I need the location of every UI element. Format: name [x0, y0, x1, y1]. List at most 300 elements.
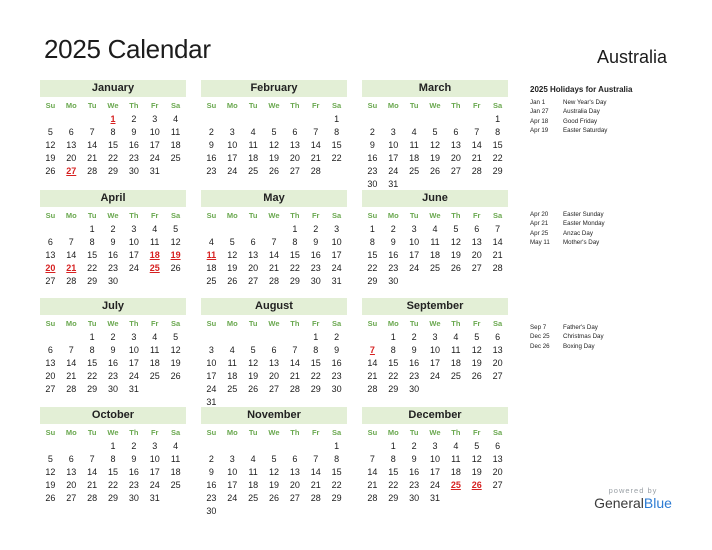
- day-cell: 19: [471, 358, 482, 368]
- day-cell: 16: [128, 140, 139, 150]
- weekday-label: Sa: [331, 101, 342, 110]
- day-cell: 1: [334, 441, 340, 451]
- day-cell: 30: [409, 493, 420, 503]
- day-cell: 19: [450, 250, 461, 260]
- month-november: [201, 407, 347, 518]
- holiday-day-cell: 25: [450, 480, 461, 490]
- day-cell: 12: [268, 467, 279, 477]
- weekday-label: We: [107, 428, 119, 437]
- weekday-label: Fr: [311, 428, 320, 437]
- day-cell: 1: [89, 332, 95, 342]
- day-cell: 24: [206, 384, 217, 394]
- day-cell: 3: [152, 114, 158, 124]
- day-cell: 14: [471, 140, 482, 150]
- day-cell: 5: [271, 454, 277, 464]
- empty-day-cell: [201, 331, 222, 344]
- day-cell: 12: [471, 345, 482, 355]
- day-cell: 18: [170, 467, 181, 477]
- day-grid: [362, 440, 508, 505]
- day-cell: 31: [128, 384, 139, 394]
- day-cell: 25: [170, 480, 181, 490]
- day-cell: 25: [409, 166, 420, 176]
- day-cell: 28: [367, 493, 378, 503]
- day-cell: 13: [492, 454, 503, 464]
- day-cell: 18: [170, 140, 181, 150]
- day-cell: 18: [227, 371, 238, 381]
- day-cell: 28: [268, 276, 279, 286]
- day-cell: 16: [206, 480, 217, 490]
- day-cell: 28: [310, 166, 321, 176]
- day-cell: 17: [149, 140, 160, 150]
- day-cell: 7: [292, 345, 298, 355]
- day-cell: 27: [268, 384, 279, 394]
- day-grid: [40, 113, 186, 178]
- weekday-label: Fr: [150, 428, 159, 437]
- holiday-group: [530, 323, 690, 351]
- weekday-label: Fr: [150, 211, 159, 220]
- day-cell: 27: [66, 493, 77, 503]
- day-cell: 10: [128, 237, 139, 247]
- day-cell: 6: [495, 441, 501, 451]
- weekday-label: Su: [206, 101, 217, 110]
- day-cell: 1: [390, 441, 396, 451]
- day-cell: 14: [66, 358, 77, 368]
- weekday-label: Su: [367, 211, 378, 220]
- day-cell: 22: [87, 371, 98, 381]
- month-december: [362, 407, 508, 505]
- day-cell: 3: [432, 441, 438, 451]
- day-cell: 4: [173, 441, 179, 451]
- weekday-label: Mo: [226, 319, 238, 328]
- month-may: [201, 190, 347, 288]
- weekday-header: [201, 317, 347, 330]
- day-cell: 28: [367, 384, 378, 394]
- day-cell: 25: [206, 276, 217, 286]
- day-cell: 6: [453, 127, 459, 137]
- day-cell: 14: [310, 140, 321, 150]
- weekday-label: Tu: [87, 211, 97, 220]
- day-cell: 13: [471, 237, 482, 247]
- weekday-label: Su: [206, 428, 217, 437]
- weekday-label: Th: [451, 428, 461, 437]
- holiday-date: Apr 20: [530, 211, 549, 218]
- weekday-label: Su: [45, 319, 56, 328]
- day-cell: 3: [229, 454, 235, 464]
- empty-day-cell: [40, 440, 61, 453]
- empty-day-cell: [40, 113, 61, 126]
- day-cell: 12: [471, 454, 482, 464]
- weekday-label: Fr: [472, 428, 481, 437]
- empty-day-cell: [40, 331, 61, 344]
- day-cell: 4: [208, 237, 214, 247]
- day-cell: 23: [310, 263, 321, 273]
- day-cell: 10: [149, 454, 160, 464]
- holiday-day-cell: 21: [66, 263, 77, 273]
- day-cell: 30: [310, 276, 321, 286]
- weekday-label: Mo: [226, 211, 238, 220]
- day-cell: 15: [107, 467, 118, 477]
- day-grid: [201, 223, 347, 288]
- day-cell: 9: [313, 237, 319, 247]
- day-cell: 30: [107, 384, 118, 394]
- day-cell: 29: [87, 276, 98, 286]
- day-cell: 17: [128, 250, 139, 260]
- day-cell: 8: [334, 454, 340, 464]
- holiday-day-cell: 20: [45, 263, 56, 273]
- month-title: September: [362, 298, 508, 315]
- empty-day-cell: [466, 113, 487, 126]
- weekday-label: Th: [451, 101, 461, 110]
- day-cell: 15: [87, 358, 98, 368]
- month-title: March: [362, 80, 508, 97]
- weekday-label: We: [429, 428, 441, 437]
- day-cell: 4: [250, 454, 256, 464]
- day-cell: 24: [227, 166, 238, 176]
- day-cell: 4: [453, 441, 459, 451]
- day-cell: 12: [170, 237, 181, 247]
- day-cell: 9: [390, 237, 396, 247]
- day-cell: 31: [206, 397, 217, 407]
- day-cell: 20: [471, 250, 482, 260]
- day-cell: 30: [409, 384, 420, 394]
- empty-day-cell: [425, 113, 446, 126]
- weekday-label: Mo: [65, 319, 77, 328]
- day-cell: 29: [331, 493, 342, 503]
- month-august: [201, 298, 347, 409]
- day-cell: 13: [289, 467, 300, 477]
- weekday-label: Tu: [409, 319, 419, 328]
- day-cell: 2: [390, 224, 396, 234]
- weekday-label: Mo: [65, 428, 77, 437]
- holiday-name: New Year's Day: [563, 99, 607, 106]
- day-cell: 9: [334, 345, 340, 355]
- holiday-group: [530, 85, 690, 135]
- day-cell: 23: [388, 263, 399, 273]
- holiday-name: Mother's Day: [563, 238, 600, 246]
- day-cell: 14: [87, 467, 98, 477]
- weekday-label: Su: [45, 211, 56, 220]
- weekday-label: Tu: [409, 428, 419, 437]
- day-cell: 19: [248, 371, 259, 381]
- month-october: [40, 407, 186, 505]
- day-cell: 24: [429, 371, 440, 381]
- day-cell: 10: [227, 467, 238, 477]
- day-cell: 10: [429, 345, 440, 355]
- holiday-item: [530, 229, 690, 238]
- holiday-day-cell: 25: [149, 263, 160, 273]
- day-cell: 11: [451, 345, 461, 355]
- weekday-label: Sa: [492, 101, 503, 110]
- weekday-label: Tu: [409, 101, 419, 110]
- empty-day-cell: [362, 440, 383, 453]
- weekday-header: [362, 209, 508, 222]
- weekday-label: Th: [290, 211, 300, 220]
- day-cell: 20: [66, 480, 77, 490]
- day-cell: 18: [248, 480, 259, 490]
- day-cell: 12: [45, 467, 56, 477]
- weekday-label: Fr: [472, 211, 481, 220]
- brand-name-part2: Blue: [643, 495, 672, 511]
- day-cell: 15: [331, 140, 342, 150]
- month-title: October: [40, 407, 186, 424]
- day-cell: 8: [292, 237, 298, 247]
- day-cell: 27: [45, 384, 56, 394]
- day-cell: 3: [411, 224, 417, 234]
- day-cell: 19: [471, 467, 482, 477]
- day-cell: 28: [66, 384, 77, 394]
- day-cell: 5: [453, 224, 459, 234]
- day-cell: 4: [152, 224, 158, 234]
- holiday-date: Apr 21: [530, 220, 549, 228]
- day-cell: 5: [271, 127, 277, 137]
- empty-day-cell: [243, 331, 264, 344]
- day-cell: 28: [87, 166, 98, 176]
- empty-day-cell: [404, 113, 425, 126]
- weekday-label: Tu: [248, 211, 258, 220]
- day-cell: 7: [89, 127, 95, 137]
- day-cell: 6: [271, 345, 277, 355]
- day-cell: 29: [388, 493, 399, 503]
- day-cell: 25: [450, 371, 461, 381]
- day-cell: 14: [492, 237, 503, 247]
- day-cell: 27: [471, 263, 482, 273]
- day-cell: 14: [289, 358, 300, 368]
- day-cell: 27: [492, 371, 503, 381]
- weekday-label: We: [429, 101, 441, 110]
- empty-day-cell: [201, 113, 222, 126]
- day-cell: 8: [110, 454, 116, 464]
- day-cell: 10: [409, 237, 420, 247]
- day-cell: 4: [250, 127, 256, 137]
- day-cell: 22: [107, 480, 118, 490]
- day-cell: 29: [289, 276, 300, 286]
- weekday-label: Fr: [150, 319, 159, 328]
- day-cell: 7: [89, 454, 95, 464]
- brand-name: [588, 495, 678, 511]
- day-cell: 6: [474, 224, 480, 234]
- day-cell: 9: [411, 345, 417, 355]
- empty-day-cell: [264, 440, 285, 453]
- weekday-label: Th: [451, 211, 461, 220]
- day-cell: 24: [128, 263, 139, 273]
- day-cell: 3: [390, 127, 396, 137]
- day-cell: 1: [334, 114, 340, 124]
- holiday-name: Easter Sunday: [563, 211, 604, 218]
- day-cell: 2: [411, 441, 417, 451]
- day-cell: 17: [388, 153, 399, 163]
- month-title: June: [362, 190, 508, 207]
- day-cell: 23: [128, 480, 139, 490]
- day-cell: 14: [367, 358, 378, 368]
- weekday-label: We: [268, 101, 280, 110]
- day-cell: 6: [292, 127, 298, 137]
- weekday-label: We: [107, 319, 119, 328]
- day-cell: 21: [87, 153, 98, 163]
- day-cell: 17: [206, 371, 217, 381]
- day-cell: 21: [310, 153, 321, 163]
- empty-day-cell: [305, 113, 326, 126]
- holiday-name: Good Friday: [563, 117, 598, 125]
- day-cell: 16: [388, 250, 399, 260]
- day-cell: 15: [367, 250, 378, 260]
- holiday-name: Father's Day: [563, 324, 598, 331]
- holiday-day-cell: 18: [149, 250, 160, 260]
- empty-day-cell: [383, 113, 404, 126]
- weekday-label: We: [107, 211, 119, 220]
- day-cell: 29: [388, 384, 399, 394]
- day-cell: 5: [173, 332, 179, 342]
- day-cell: 26: [227, 276, 238, 286]
- day-cell: 25: [248, 493, 259, 503]
- day-cell: 13: [450, 140, 461, 150]
- day-cell: 12: [450, 237, 461, 247]
- day-cell: 27: [450, 166, 461, 176]
- weekday-label: Mo: [387, 101, 399, 110]
- brand-logo: [588, 486, 678, 511]
- day-cell: 1: [495, 114, 501, 124]
- day-cell: 23: [206, 493, 217, 503]
- empty-day-cell: [222, 223, 243, 236]
- day-cell: 16: [409, 467, 420, 477]
- holiday-name: Easter Monday: [563, 220, 605, 228]
- weekday-header: [362, 317, 508, 330]
- day-cell: 3: [334, 224, 340, 234]
- day-cell: 13: [45, 250, 56, 260]
- day-cell: 9: [131, 454, 137, 464]
- day-cell: 21: [471, 153, 482, 163]
- day-cell: 17: [227, 153, 238, 163]
- day-cell: 6: [68, 454, 74, 464]
- holiday-date: Jan 1: [530, 99, 546, 106]
- holiday-name: Christmas Day: [563, 333, 604, 341]
- day-cell: 16: [107, 250, 118, 260]
- holiday-day-cell: 1: [110, 114, 116, 124]
- weekday-label: Mo: [65, 211, 77, 220]
- empty-day-cell: [264, 223, 285, 236]
- weekday-label: We: [429, 319, 441, 328]
- day-cell: 6: [47, 345, 53, 355]
- day-cell: 24: [128, 371, 139, 381]
- weekday-header: [40, 317, 186, 330]
- day-cell: 16: [409, 358, 420, 368]
- day-cell: 2: [334, 332, 340, 342]
- day-cell: 16: [367, 153, 378, 163]
- day-cell: 5: [229, 237, 235, 247]
- day-cell: 1: [390, 332, 396, 342]
- day-grid: [40, 440, 186, 505]
- month-title: May: [201, 190, 347, 207]
- day-cell: 10: [206, 358, 217, 368]
- country-label: Australia: [596, 47, 667, 67]
- day-cell: 22: [310, 371, 321, 381]
- day-cell: 2: [208, 454, 214, 464]
- day-cell: 13: [268, 358, 279, 368]
- weekday-label: Mo: [387, 428, 399, 437]
- day-cell: 19: [268, 480, 279, 490]
- weekday-label: Fr: [311, 101, 320, 110]
- day-cell: 8: [390, 345, 396, 355]
- day-cell: 22: [331, 480, 342, 490]
- day-grid: [362, 113, 508, 191]
- day-cell: 12: [268, 140, 279, 150]
- day-cell: 9: [369, 140, 375, 150]
- day-cell: 11: [227, 358, 237, 368]
- day-grid: [201, 440, 347, 518]
- month-title: December: [362, 407, 508, 424]
- day-cell: 1: [292, 224, 298, 234]
- day-cell: 31: [429, 493, 440, 503]
- day-cell: 2: [369, 127, 375, 137]
- day-cell: 17: [429, 467, 440, 477]
- day-cell: 11: [430, 237, 440, 247]
- day-cell: 11: [170, 454, 181, 464]
- weekday-label: Sa: [492, 319, 503, 328]
- day-cell: 6: [68, 127, 74, 137]
- empty-day-cell: [284, 113, 305, 126]
- day-cell: 18: [429, 250, 440, 260]
- day-cell: 16: [128, 467, 139, 477]
- weekday-label: Sa: [170, 211, 181, 220]
- day-cell: 25: [227, 384, 238, 394]
- weekday-label: Tu: [248, 319, 258, 328]
- day-cell: 12: [227, 250, 238, 260]
- month-title: April: [40, 190, 186, 207]
- day-cell: 26: [45, 166, 56, 176]
- holiday-date: Dec 25: [530, 333, 550, 341]
- empty-day-cell: [362, 331, 383, 344]
- day-cell: 13: [45, 358, 56, 368]
- day-cell: 13: [248, 250, 259, 260]
- weekday-header: [362, 426, 508, 439]
- day-cell: 28: [492, 263, 503, 273]
- month-title: August: [201, 298, 347, 315]
- day-cell: 13: [289, 140, 300, 150]
- day-cell: 2: [110, 332, 116, 342]
- holiday-date: Apr 25: [530, 229, 549, 237]
- day-cell: 26: [268, 166, 279, 176]
- weekday-label: Mo: [387, 319, 399, 328]
- holiday-name: Anzac Day: [563, 229, 593, 237]
- day-cell: 22: [107, 153, 118, 163]
- day-cell: 23: [128, 153, 139, 163]
- day-cell: 25: [170, 153, 181, 163]
- day-cell: 20: [289, 480, 300, 490]
- month-february: [201, 80, 347, 178]
- weekday-label: Su: [367, 101, 378, 110]
- day-cell: 28: [471, 166, 482, 176]
- day-cell: 19: [227, 263, 238, 273]
- empty-day-cell: [264, 331, 285, 344]
- day-cell: 31: [388, 179, 399, 189]
- day-cell: 22: [331, 153, 342, 163]
- empty-day-cell: [284, 440, 305, 453]
- day-cell: 8: [495, 127, 501, 137]
- day-cell: 24: [331, 263, 342, 273]
- day-cell: 30: [367, 179, 378, 189]
- day-cell: 8: [369, 237, 375, 247]
- holiday-item: [530, 323, 690, 332]
- weekday-label: Th: [290, 101, 300, 110]
- day-cell: 14: [268, 250, 279, 260]
- day-cell: 7: [495, 224, 501, 234]
- day-cell: 18: [149, 358, 160, 368]
- day-cell: 4: [453, 332, 459, 342]
- holiday-item: [530, 98, 690, 107]
- day-cell: 6: [292, 454, 298, 464]
- day-cell: 13: [66, 140, 77, 150]
- day-cell: 20: [248, 263, 259, 273]
- day-cell: 6: [495, 332, 501, 342]
